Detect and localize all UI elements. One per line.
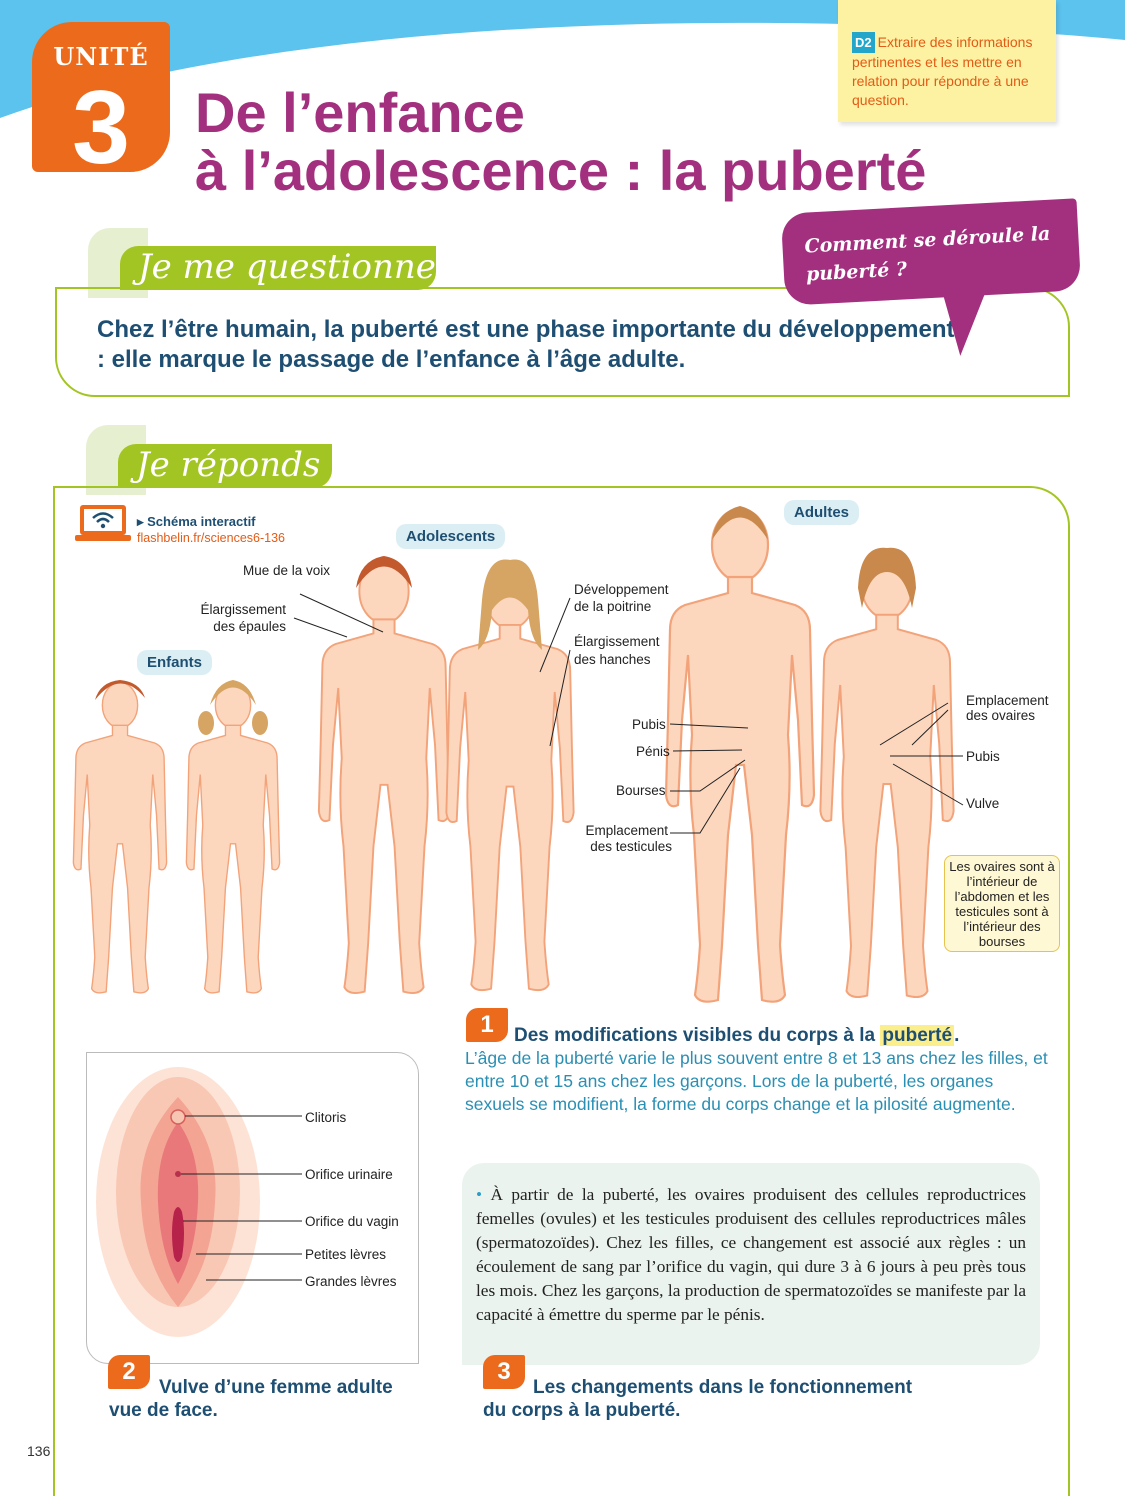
doc3-caption-line2: du corps à la puberté. [483,1400,681,1421]
label-breast-2: de la poitrine [574,599,652,614]
label-pubis-female: Pubis [966,749,1000,764]
interactive-schema-url[interactable]: flashbelin.fr/sciences6-136 [137,531,285,545]
skill-code-badge: D2 [852,32,875,53]
page-title-line1: De l’enfance [195,81,525,144]
section-tab-answer: Je réponds [118,444,332,488]
doc3-caption-line1: Les changements dans le fonctionnement [533,1377,913,1398]
doc3-bullet: • [476,1185,483,1204]
label-penis: Pénis [636,744,670,759]
label-clitoris: Clitoris [305,1110,347,1125]
label-small-lips: Petites lèvres [305,1247,387,1262]
vulva-illustration [86,1052,419,1364]
unit-label: UNITÉ [53,42,149,71]
doc1-title-end: . [954,1025,960,1046]
label-hips-1: Élargissement [574,634,660,649]
label-ovaries-1: Emplacement [966,693,1049,708]
doc2-caption-line2: vue de face. [109,1400,218,1421]
group-label-adults: Adultes [784,500,859,525]
label-urinary-orifice: Orifice urinaire [305,1167,393,1182]
label-shoulders-1: Élargissement [200,602,286,617]
group-label-teens: Adolescents [396,524,505,549]
doc3-paragraph: À partir de la puberté, les ovaires produisent des cellules reproductrices femelles (ovules) et les testicules produisent des cellules reproductrices mâles (spermatozoïdes). Chez les filles, ce changement est associé aux règles : un écoulement de sang par l’orifice du vagin, qui dure 3 à 6 jours à peu près tous les mois. Chez les garçons, la production de spermatozoïdes se manifeste par la capacité à émettre du sperme par le pénis. [476,1185,1026,1324]
label-vaginal-orifice: Orifice du vagin [305,1214,399,1229]
label-testes-1: Emplacement [585,823,668,838]
child-boy-figure [73,683,166,993]
interactive-schema-link[interactable]: ▸ Schéma interactif [137,514,256,529]
teen-girl-figure [446,566,573,990]
label-hips-2: des hanches [574,652,651,667]
section-tab-question: Je me questionne [120,246,436,290]
doc1-title-text: Des modifications visibles du corps à la [514,1025,881,1046]
doc1-number-badge: 1 [466,1008,508,1042]
doc3-text [476,1183,1026,1327]
adult-man-figure [666,509,814,1002]
label-ovaries-2: des ovaires [966,708,1036,723]
skill-description: Extraire des informations pertinentes et les mettre en relation pour répondre à une question. [852,34,1033,108]
adult-woman-figure [820,554,953,997]
label-breast-1: Développement [574,582,669,597]
page-title-line2: à l’adolescence : la puberté [195,139,927,202]
organs-info-box: Les ovaires sont à l’intérieur de l’abdomen et les testicules sont à l’intérieur des bourses [944,855,1060,952]
group-label-children: Enfants [137,650,212,675]
label-voice: Mue de la voix [243,563,331,578]
doc2-caption-line1: Vulve d’une femme adulte [159,1377,393,1398]
doc1-title-keyword[interactable]: puberté [882,1025,953,1046]
question-text: Chez l’être humain, la puberté est une phase importante du développement : elle marque le passage de l’enfance à l’âge adulte. [97,316,955,373]
doc3-number-badge: 3 [483,1355,525,1389]
doc1-title [514,1024,959,1047]
label-bourses: Bourses [616,783,666,798]
label-shoulders-2: des épaules [213,619,286,634]
doc2-number-badge: 2 [108,1355,150,1389]
teen-boy-figure [319,560,449,994]
unit-number: 3 [72,70,130,186]
doc1-text: L’âge de la puberté varie le plus souvent entre 8 et 13 ans chez les filles, et entre 10 et 15 ans chez les garçons. Lors de la puberté, les organes sexuels se modifient, la forme du corps change et la pilosité augmente. [465,1048,1048,1114]
label-pubis-male: Pubis [632,717,666,732]
label-big-lips: Grandes lèvres [305,1274,397,1289]
label-testes-2: des testicules [590,839,672,854]
label-vulva: Vulve [966,796,1000,811]
page-number: 136 [27,1443,51,1459]
speech-bubble-text: Comment se déroule la puberté ? [803,222,1051,286]
